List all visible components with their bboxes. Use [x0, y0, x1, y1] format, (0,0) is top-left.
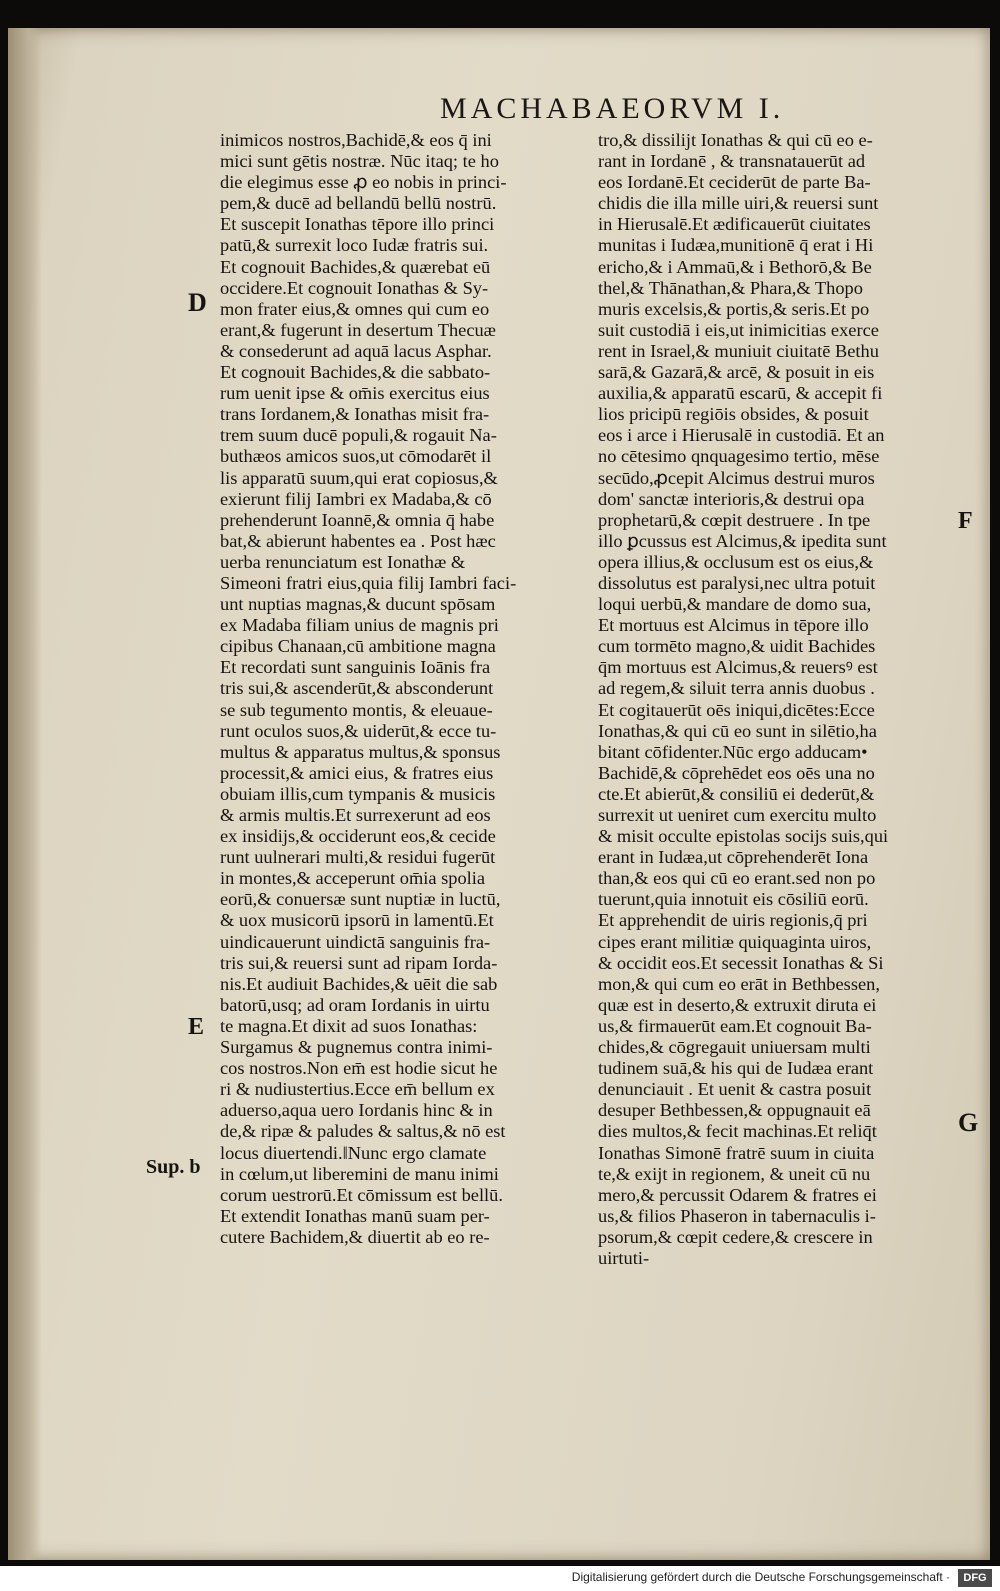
text-line: te magna.Et dixit ad suos Ionathas: [220, 1015, 478, 1036]
text-line: Et suscepit Ionathas tēpore illo princi [220, 214, 495, 235]
text-line: ex insidijs,& occiderunt eos,& cecide [220, 826, 496, 847]
text-line: buthæos amicos suos,ut cōmodarēt il [220, 446, 492, 467]
text-line: te,& exijt in regionem, & uneit cū nu [598, 1163, 871, 1184]
text-line: opera illius,& occlusum est os eius,& [598, 551, 874, 572]
text-line: mici sunt gētis nostræ. Nūc itaq; te ho [220, 151, 499, 172]
text-line: & occidit eos.Et secessit Ionathas & Si [598, 952, 884, 973]
text-line: trem suum ducē populi,& rogauit Na- [220, 425, 497, 446]
text-line: patū,& surrexit loco Iudæ fratris sui. [220, 235, 489, 256]
text-line: secūdo,ꝓcepit Alcimus destrui muros [598, 467, 875, 488]
text-line: mero,& percussit Odarem & fratres ei [598, 1184, 877, 1205]
text-line: cum tormēto magno,& uidit Bachides [598, 636, 876, 657]
text-line: prehenderunt Ioannē,& omnia q̄ habe [220, 509, 495, 530]
text-line: uerba renunciatum est Ionathæ & [220, 551, 466, 572]
text-line: surrexit ut ueniret cum exercitu multo [598, 805, 877, 825]
text-line: runt uulnerari multi,& residui fugerūt [220, 847, 496, 868]
text-line: suit custodiā i eis,ut inimicitias exerce [598, 319, 879, 340]
text-line: auxilia,& apparatū escarū, & accepit fi [598, 383, 883, 404]
text-line: denunciauit . Et uenit & castra posuit [598, 1079, 872, 1100]
text-line: exierunt filij Iambri ex Madaba,& cō [220, 488, 492, 509]
text-line: bitant cōfidenter.Nūc ergo adducam• [598, 741, 868, 762]
text-line: quæ est in deserto,& extruxit diruta ei [598, 994, 877, 1015]
text-line: & consederunt ad aquā lacus Asphar. [220, 340, 492, 361]
text-line: & armis multis.Et surrexerunt ad eos [220, 805, 491, 825]
text-line: no cētesimo qnquagesimo tertio, mēse [598, 446, 880, 467]
text-line: thel,& Thānathan,& Phara,& Thopo [598, 277, 863, 298]
text-line: uirtuti- [598, 1247, 650, 1268]
text-line: cipibus Chanaan,cū ambitione magna [220, 636, 496, 657]
text-line: desuper Bethbessen,& oppugnauit eā [598, 1100, 871, 1121]
margin-marker-d: D [188, 288, 207, 317]
text-line: processit,& amici eius, & fratres eius [220, 762, 494, 783]
text-line: runt oculos suos,& uiderūt,& ecce tu- [220, 720, 497, 741]
text-line: locus diuertendi.‖Nunc ergo clamate [220, 1142, 487, 1163]
funding-credit: Digitalisierung gefördert durch die Deutsche Forschungsgemeinschaft · [571, 1570, 950, 1584]
text-line: q̄m mortuus est Alcimus,& reuersꝰ est [598, 657, 878, 678]
text-line: tuerunt,quia innotuit eis cōsiliū eorū. [598, 889, 869, 910]
text-line: dom' sanctæ interioris,& destrui opa [598, 488, 865, 509]
text-line: Et apprehendit de uiris regionis,q̄ pri [598, 910, 868, 931]
text-line: lis apparatū suum,qui erat copiosus,& [220, 467, 498, 488]
margin-marker-f: F [958, 508, 973, 534]
text-line: Et cogitauerūt oēs iniqui,dicētes:Ecce [598, 699, 875, 720]
text-line: & misit occulte epistolas socijs suis,qui [598, 826, 889, 847]
text-line: Simeoni fratri eius,quia filij Iambri faci- [220, 572, 517, 593]
text-line: bat,& abierunt habentes ea . Post hæc [220, 530, 496, 551]
text-line: cte.Et abierūt,& consiliū ei dederūt,& [598, 783, 875, 804]
text-line: trans Iordanem,& Ionathas misit fra- [220, 404, 490, 425]
text-line: us,& firmauerūt eam.Et cognouit Ba- [598, 1015, 872, 1036]
text-line: sarā,& Gazarā,& arcē, & posuit in eis [598, 362, 875, 383]
text-line: prophetarū,& cœpit destruere . In tpe [598, 509, 871, 530]
text-line: chides,& cōgregauit uniuersam multi [598, 1037, 871, 1058]
text-line: pem,& ducē ad bellandū bellū nostrū. [220, 193, 497, 214]
text-line: in cœlum,ut liberemini de manu inimi [220, 1163, 499, 1184]
text-line: eos i arce i Hierusalē in custodiā. Et an [598, 425, 885, 446]
text-line: batorū,usq; ad oram Iordanis in uirtu [220, 994, 490, 1015]
text-line: die elegimus esse ꝓ eo nobis in princi- [220, 172, 507, 193]
text-line: rum uenit ipse & om̄is exercitus eius [220, 383, 490, 404]
text-line: se sub tegumento montis, & eleuaue- [220, 699, 493, 720]
text-line: muris excelsis,& portis,& seris.Et po [598, 298, 870, 319]
text-line: tro,& dissilijt Ionathas & qui cū eo e- [598, 130, 873, 150]
digitization-footer [0, 1566, 1000, 1591]
text-line: rant in Iordanē , & transnatauerūt ad [598, 151, 866, 172]
text-line: dissolutus est paralysi,nec ultra potuit [598, 572, 876, 593]
text-line: erant in Iudæa,ut cōprehenderēt Iona [598, 847, 869, 868]
text-line: ericho,& i Ammaū,& i Bethorō,& Be [598, 256, 872, 277]
text-line: occidere.Et cognouit Ionathas & Sy- [220, 277, 489, 298]
text-line: erant,& fugerunt in desertum Thecuæ [220, 319, 496, 340]
text-line: Ionathas,& qui cū eo sunt in silētio,ha [598, 720, 877, 741]
text-line: lios pricipū regiōis obsides, & posuit [598, 404, 869, 425]
text-line: tris sui,& ascenderūt,& absconderunt [220, 678, 494, 699]
text-line: obuiam illis,cum tympanis & musicis [220, 783, 496, 804]
text-line: cipes erant militiæ quiquaginta uiros, [598, 931, 872, 952]
text-line: eorū,& conuersæ sunt nuptiæ in luctū, [220, 889, 501, 910]
margin-marker-e: E [188, 1014, 205, 1040]
text-line: tudinem suā,& his qui de Iudæa erant [598, 1058, 874, 1079]
text-line: than,& eos qui cū eo erant.sed non po [598, 868, 876, 889]
right-text-column [598, 130, 958, 1269]
text-line: ex Madaba filiam unius de magnis pri [220, 615, 499, 636]
text-line: Et recordati sunt sanguinis Ioānis fra [220, 657, 491, 678]
text-line: mon,& qui cum eo erāt in Bethbessen, [598, 973, 880, 994]
text-line: Et cognouit Bachides,& die sabbato- [220, 362, 491, 383]
page-gutter-shadow [8, 28, 42, 1560]
running-head: MACHABAEORVM I. [440, 92, 785, 125]
text-line: us,& filios Phaseron in tabernaculis i- [598, 1205, 876, 1226]
text-line: Ionathas Simonē fratrē suum in ciuita [598, 1142, 875, 1163]
text-line: aduerso,aqua uero Iordanis hinc & in [220, 1100, 493, 1121]
text-line: Bachidē,& cōprehēdet eos oēs una no [598, 762, 875, 783]
text-line: multus & apparatus multus,& sponsus [220, 741, 501, 762]
text-line: ad regem,& siluit terra annis duobus . [598, 678, 875, 699]
text-line: & uox musicorū ipsorū in lamentū.Et [220, 910, 494, 931]
text-line: dies multos,& fecit machinas.Et reliq̄t [598, 1121, 877, 1142]
text-line: ri & nudiustertius.Ecce em̄ bellum ex [220, 1079, 495, 1100]
text-line: cos nostros.Non em̄ est hodie sicut he [220, 1058, 498, 1079]
text-line: inimicos nostros,Bachidē,& eos q̄ ini [220, 130, 492, 150]
text-line: Et cognouit Bachides,& quærebat eū [220, 256, 491, 277]
margin-marker-g: G [958, 1108, 979, 1137]
text-line: mon frater eius,& omnes qui cum eo [220, 298, 490, 319]
text-line: munitas i Iudæa,munitionē q̄ erat i Hi [598, 235, 874, 256]
text-line: chidis die illa mille uiri,& reuersi sunt [598, 193, 879, 214]
dfg-logo: DFG [958, 1569, 992, 1587]
text-line: uindicauerunt uindictā sanguinis fra- [220, 931, 491, 952]
text-line: Et mortuus est Alcimus in tēpore illo [598, 615, 869, 636]
text-line: nis.Et audiuit Bachides,& uēit die sab [220, 973, 498, 994]
text-line: tris sui,& reuersi sunt ad ripam Iorda- [220, 952, 498, 973]
text-line: unt nuptias magnas,& ducunt spōsam [220, 594, 496, 615]
text-line: Et extendit Ionathas manū suam per- [220, 1205, 490, 1226]
text-line: in Hierusalē.Et ædificauerūt ciuitates [598, 214, 871, 235]
text-line: loqui uerbū,& mandare de domo sua, [598, 594, 872, 615]
text-line: corum uestrorū.Et cōmissum est bellū. [220, 1184, 503, 1205]
text-line: psorum,& cœpit cedere,& crescere in [598, 1226, 873, 1247]
text-line: in montes,& acceperunt om̄ia spolia [220, 868, 486, 889]
left-text-column [220, 130, 580, 1248]
text-line: rent in Israel,& muniuit ciuitatē Bethu [598, 340, 879, 361]
margin-note-sup: Sup. b [146, 1156, 201, 1178]
text-line: Surgamus & pugnemus contra inimi- [220, 1037, 493, 1058]
text-line: eos Iordanē.Et ceciderūt de parte Ba- [598, 172, 871, 193]
text-line: de,& ripæ & paludes & saltus,& nō est [220, 1121, 506, 1142]
text-line: illo ꝑcussus est Alcimus,& ipedita sunt [598, 530, 887, 551]
text-line: cutere Bachidem,& diuertit ab eo re- [220, 1226, 490, 1247]
